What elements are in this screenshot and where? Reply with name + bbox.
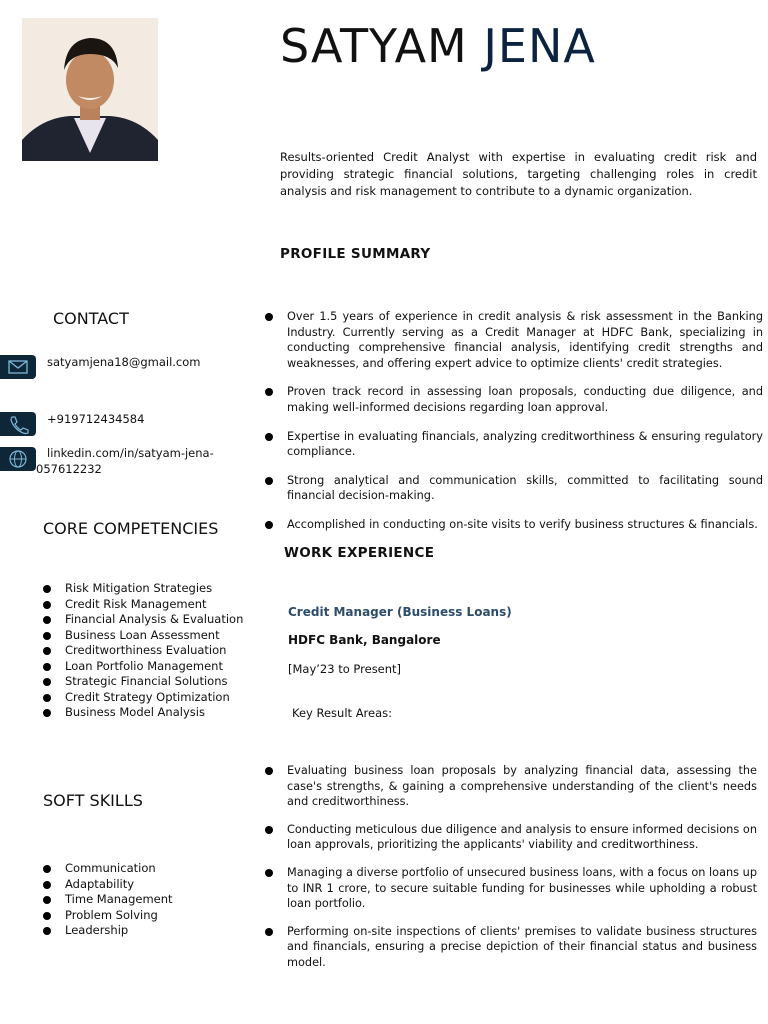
key-result-areas-list (265, 763, 757, 971)
list-item: Problem Solving (43, 908, 173, 924)
list-item: Time Management (43, 892, 173, 908)
list-item: Credit Strategy Optimization (43, 690, 243, 706)
list-item: Proven track record in assessing loan proposals, conducting due diligence, and making well-informed decisions regarding loan approval. (265, 384, 763, 415)
envelope-icon (0, 355, 36, 379)
list-item: Business Model Analysis (43, 705, 243, 721)
core-competencies-list (43, 581, 243, 721)
list-item: Strong analytical and communication skills, committed to facilitating sound financial decision-making. (265, 473, 763, 504)
phone-icon (0, 412, 36, 436)
list-item: Loan Portfolio Management (43, 659, 243, 675)
contact-phone[interactable]: +919712434584 (47, 412, 145, 426)
career-objective: Results-oriented Credit Analyst with expertise in evaluating credit risk and providing strategic financial solutions, targeting challenging roles in credit analysis and risk management to contribute to a dynamic organization. (280, 150, 757, 198)
profile-photo (22, 18, 158, 161)
soft-skills-list (43, 861, 173, 939)
profile-summary-heading: PROFILE SUMMARY (280, 246, 431, 262)
contact-linkedin[interactable]: linkedin.com/in/satyam-jena-057612232 (36, 446, 214, 476)
core-competencies-heading: CORE COMPETENCIES (43, 519, 219, 538)
company-name: HDFC Bank, Bangalore (288, 633, 441, 647)
list-item: Business Loan Assessment (43, 628, 243, 644)
employment-dates: [May’23 to Present] (288, 662, 402, 676)
list-item: Managing a diverse portfolio of unsecured business loans, with a focus on loans up to INR 1 crore, to secure suitable funding for businesses while upholding a robust loan portfolio. (265, 865, 757, 912)
job-title: Credit Manager (Business Loans) (288, 605, 512, 619)
list-item: Accomplished in conducting on-site visits to verify business structures & financials. (265, 517, 763, 533)
list-item: Creditworthiness Evaluation (43, 643, 243, 659)
list-item: Adaptability (43, 877, 173, 893)
list-item: Over 1.5 years of experience in credit analysis & risk assessment in the Banking Industry. Currently serving as a Credit Manager at HDFC Bank, specializing in conducting comprehensive financial analysis, identifying credit strengths and weaknesses, and offering expert advice to optimize clients' credit strategies. (265, 309, 763, 371)
list-item: Conducting meticulous due diligence and analysis to ensure informed decisions on loan approvals, prioritizing the applicants' viability and creditworthiness. (265, 822, 757, 853)
first-name: SATYAM (280, 19, 468, 73)
soft-skills-heading: SOFT SKILLS (43, 791, 143, 810)
globe-icon (0, 447, 36, 471)
list-item: Expertise in evaluating financials, analyzing creditworthiness & ensuring regulatory compliance. (265, 429, 763, 460)
list-item: Leadership (43, 923, 173, 939)
contact-heading: CONTACT (53, 309, 129, 328)
list-item: Performing on-site inspections of clients' premises to validate business structures and financials, ensuring a precise depiction of their financial status and business model. (265, 924, 757, 971)
list-item: Risk Mitigation Strategies (43, 581, 243, 597)
candidate-name (280, 18, 596, 74)
key-result-areas-label: Key Result Areas: (292, 706, 393, 720)
list-item: Evaluating business loan proposals by analyzing financial data, assessing the case's strengths, & gaining a comprehensive understanding of the client's needs and creditworthiness. (265, 763, 757, 810)
work-experience-heading: WORK EXPERIENCE (284, 545, 435, 561)
list-item: Credit Risk Management (43, 597, 243, 613)
list-item: Communication (43, 861, 173, 877)
list-item: Strategic Financial Solutions (43, 674, 243, 690)
last-name: JENA (483, 19, 596, 73)
contact-email[interactable]: satyamjena18@gmail.com (47, 355, 201, 369)
profile-summary-list (265, 309, 763, 533)
list-item: Financial Analysis & Evaluation (43, 612, 243, 628)
